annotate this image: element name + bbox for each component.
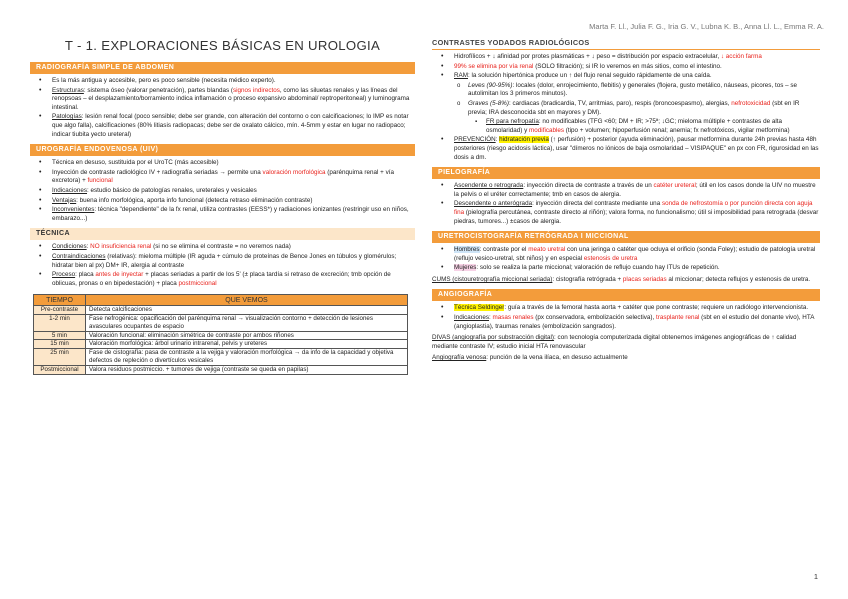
- authors: Marta F. Ll., Julia F. G., Iria G. V., Lubna K. B., Anna Ll. L., Emma R. A.: [589, 22, 824, 31]
- tecnica-list: [30, 243, 415, 288]
- list-item: • Indicaciones: masas renales (px conservadora, embolización selectiva), trasplante renal (sbt en el estudio del donante vivo), HTA (angioplastia), traumas renales (embolización sangrados).: [432, 314, 820, 331]
- section-header-uiv: UROGRAFÍA ENDOVENOSA (UIV): [30, 144, 415, 156]
- section-header-contrastes: CONTRASTES YODADOS RADIOLÓGICOS: [432, 38, 820, 50]
- list-item: • Patologías: lesión renal focal (poco sensible; debe ser grande, con alteración del contorno o con calcificaciones; lo IMP es notar que algo falla), calcificaciones (80% litiasis radiopacas; debe ser de oxalato cálcico, mín. 4-5mm y estar en lugar no radiopaco; indicar tiubita yecto ureteral): [30, 113, 415, 139]
- list-item: • Proceso: placa antes de inyectar + placas seriadas a partir de los 5' (± placa tardía si retraso de excreción; tmb opción de oblicuas, pronas o en bipedestación) + placa postmiccional: [30, 271, 415, 288]
- list-item: • 99% se elimina por vía renal (SOLO filtración); si IR lo veremos en más sitios, como el intestino.: [432, 63, 820, 72]
- uretrocistografia-list: [432, 246, 820, 273]
- right-column: [432, 38, 820, 365]
- left-column: [30, 38, 415, 375]
- section-header-uretrocistografia: URETROCISTOGRAFÍA RETRÓGRADA I MICCIONAL: [432, 231, 820, 243]
- section-header-pielografia: PIELOGRAFÍA: [432, 167, 820, 179]
- column-header-que-vemos: QUE VEMOS: [86, 295, 408, 306]
- contrastes-list: [432, 53, 820, 162]
- list-item: • Descendente o anterógrada: inyección directa del contraste mediante una sonda de nefrostomía o por punción directa con aguja fina (pielografía percutánea, contraste directo al riñón); valora forma, no funcionalismo; útil si imposibilidad para retrograda (desvar piedras, tumores...) ±casos de alergia.: [432, 200, 820, 226]
- table-row: 5 min Valoración funcional: eliminación simétrica de contraste por ambos riñones: [34, 331, 408, 340]
- list-item: • Condiciones: NO insuficiencia renal (si no se elimina el contraste = no veremos nada): [30, 243, 415, 252]
- list-item: • Ascendente o retrograda: inyección directa de contraste a través de un catéter ureteral; útil en los casos donde la UIV no muestre la pelvis o el uréter correctamente; tmb en casos de alergia.: [432, 182, 820, 199]
- page-number: 1: [813, 572, 818, 581]
- table-row: 1-2 min Fase nefrogénica: opacificación del parénquima renal → visualización contorno + detección de lesiones avasculares ocupantes de espacio: [34, 315, 408, 332]
- page-title: T - 1. EXPLORACIONES BÁSICAS EN UROLOGIA: [64, 38, 381, 53]
- list-item: o Graves (5-8%): cardiacas (bradicardia, TV, arritmias, paro), respis (broncoespasmo), alergias, nefrotoxicidad (sbt en IR previa; IRA desconocida sbt en mayores y DM).: [432, 100, 820, 117]
- list-item: ▪ FR para nefropatía: no modificables (TFG <60; DM + IR; >75ª; ↓GC; mieloma múltiple + contrastes de alta osmolaridad) y modificables (tipo + volumen; hipoperfusión renal; anemia; fx nefrotóxicos, vigilar metformina): [432, 118, 820, 135]
- list-item: • Indicaciones: estudio básico de patologías renales, ureterales y vesicales: [30, 187, 415, 196]
- section-header-angiografia: ANGIOGRAFÍA: [432, 289, 820, 301]
- radiografia-list: [30, 77, 415, 139]
- list-item: • Inyección de contraste radiológico IV + radiografía seriadas → permite una valoración morfológica (parénquima renal + vía excretora) + funcional: [30, 169, 415, 186]
- cums-paragraph: CUMS (cistouretrografía miccional seriada): cistografía retrógrada + placas seriadas al miccionar; detecta reflujos y estenosis de uretra.: [432, 275, 811, 283]
- table-row: Pre-contraste Detecta calcificaciones: [34, 306, 408, 315]
- tiempo-table: [33, 294, 408, 374]
- list-item: o Leves (90-95%): locales (dolor, enrojecimiento, flebitis) y generales (flojera, gusto metálico, náuseas, picores, tos – se autolimitan los 3 primeros minutos).: [432, 82, 820, 99]
- section-header-tecnica: TÉCNICA: [30, 228, 415, 240]
- list-item: • Técnica en desuso, sustituida por el UroTC (más accesible): [30, 159, 415, 168]
- list-item: • Contraindicaciones (relativas): mieloma múltiple (IR aguda + cúmulo de proteínas de Bence Jones en túbulos y glomérulos; hidratar bien al px) DM+ IR, alergia al contraste: [30, 253, 415, 270]
- list-item: • Es la más antigua y accesible, pero es poco sensible (necesita médico experto).: [30, 77, 415, 86]
- list-item: • Mujeres: solo se realiza la parte miccional; valoración de reflujo cuando hay ITUs de repetición.: [432, 264, 820, 273]
- list-item: • Técnica Seldinger: guía a través de la femoral hasta aorta + catéter que pone contraste; requiere un radiólogo intervencionista.: [432, 304, 820, 313]
- table-row: 25 min Fase de cistografía: pasa de contraste a la vejiga y valoración morfológica → da info de la capacidad y objetiva defectos de repleción o divertículos vesicales: [34, 349, 408, 366]
- divas-paragraph: DIVAS (angiografía por substracción digital): con tecnología computerizada digital obtenemos imágenes angiográficas de ↑ calidad mediante contraste IV; estudio inicial HTA renovascular: [432, 334, 797, 350]
- angiografia-list: [432, 304, 820, 331]
- table-row: 15 min Valoración morfológica: árbol urinario intrarenal, pelvis y ureteres: [34, 340, 408, 349]
- list-item: • Hombres: contraste por el meato uretral con una jeringa o catéter que ocluya el orificio (sonda Foley); estudio de patología uretral (reflujo vesico-uretral, sbt niños) y en especial estenosis de uretra: [432, 246, 820, 263]
- list-item: • Estructuras: sistema óseo (valorar penetración), partes blandas (signos indirectos, como las siluetas renales y las líneas del renopsoas – el desplazamiento/borramiento indica inflamación o proceso expansivo abdominal/ reptroperitoneal) y luminograma intestinal.: [30, 87, 415, 113]
- list-item: • PREVENCIÓN: hidratación previa (↑ perfusión) + posterior (ayuda eliminación), pausar metformina durante 24h previas hasta 48h posteriores (riesgo acidosis láctica), usar "dímeros no iónicos de baja osmolaridad – VISIPAQUE" en px con FR, rigurosidad en las dosis a dm.: [432, 136, 820, 162]
- table-header-row: [34, 295, 408, 306]
- pielografia-list: [432, 182, 820, 226]
- section-header-radiografia: RADIOGRAFÍA SIMPLE DE ABDOMEN: [30, 62, 415, 74]
- list-item: • Ventajas: buena info morfológica, aporta info funcional (detecta retraso eliminación contraste): [30, 197, 415, 206]
- angiografia-venosa-paragraph: Angiografía venosa: punción de la vena ilíaca, en desuso actualmente: [432, 354, 628, 362]
- list-item: • RAM: la solución hipertónica produce un ↑ del flujo renal seguido rápidamente de una caída.: [432, 72, 820, 81]
- list-item: • Inconvenientes: técnica "dependiente" de la fx renal, utiliza contrastes (EESS*) y radiaciones ionizantes (restringir uso en niños, embarazo...): [30, 206, 415, 223]
- uiv-list: [30, 159, 415, 223]
- column-header-tiempo: TIEMPO: [34, 295, 86, 306]
- list-item: • Hidrofílicos + ↓ afinidad por protes plasmáticas + ↓ peso = distribución por espacio extracelular, ↓ acción farma: [432, 53, 820, 62]
- table-row: Postmiccional Valora residuos postmiccio. + tumores de vejiga (contraste se queda en papilas): [34, 365, 408, 374]
